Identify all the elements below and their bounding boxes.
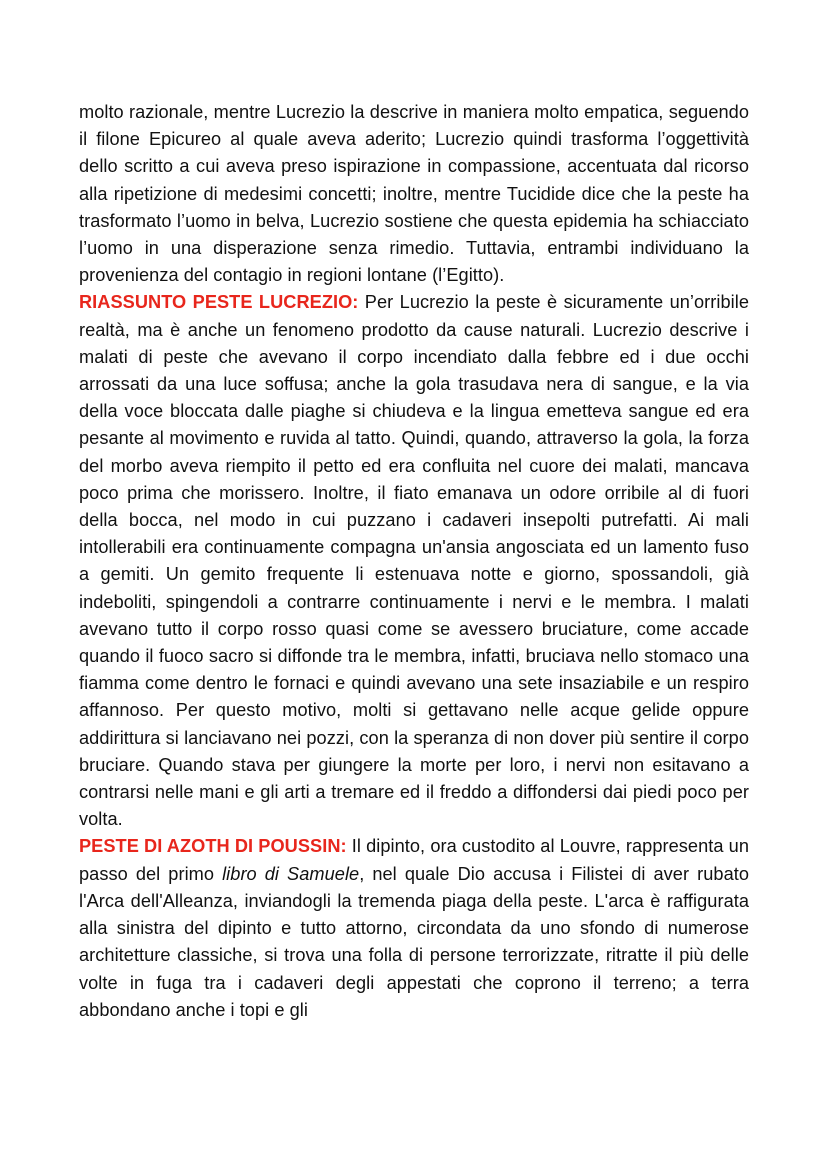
paragraph-text: Per Lucrezio la peste è sicuramente un’orribile realtà, ma è anche un fenomeno prodotto da cause naturali. Lucrezio descrive i malati di peste che avevano il corpo incendiato dalla febbre ed i due occhi arrossati da una luce soffusa; anche la gola trasudava nera di sangue, e la via della voce bloccata dalle piaghe si chiudeva e la lingua emetteva sangue ed era pesante al movimento e ruvida al tatto. Quindi, quando, attraverso la gola, la forza del morbo aveva riempito il petto ed era confluita nel cuore dei malati, mancava poco prima che morissero. Inoltre, il fiato emanava un odore orribile al di fuori della bocca, nel modo in cui puzzano i cadaveri insepolti putrefatti. Ai mali intollerabili era continuamente compagna un'ansia angosciata ed un lamento fuso a gemiti. Un gemito frequente li estenuava notte e giorno, spossandoli, già indeboliti, spingendoli a contrarre continuamente i nervi e le membra. I malati avevano tutto il corpo rosso quasi come se avessero bruciature, come accade quando il fuoco sacro si diffonde tra le membra, infatti, bruciava nello stomaco una fiamma come dentro le fornaci e quindi avevano una sete insaziabile e un respiro affannoso. Per questo motivo, molti si gettavano nelle acque gelide oppure addirittura si lanciavano nei pozzi, con la speranza di non dover più sentire il corpo bruciare. Quando stava per giungere la morte per loro, i nervi non esitavano a contrarsi nelle mani e gli arti a tremare ed il freddo a diffondersi dai piedi poco per volta. bbox=[79, 292, 749, 830]
paragraph-text-before: Il dipinto, ora custodito al Louvre, rappresenta un passo del primo bbox=[79, 836, 749, 884]
section-heading-riassunto: RIASSUNTO PESTE LUCREZIO: bbox=[79, 292, 359, 313]
paragraph-text: molto razionale, mentre Lucrezio la descrive in maniera molto empatica, seguendo il filone Epicureo al quale aveva aderito; Lucrezio quindi trasforma l’oggettività dello scritto a cui aveva preso ispirazione in compassione, accentuata dal ricorso alla ripetizione di medesimi concetti; inoltre, mentre Tucidide dice che la peste ha trasformato l’uomo in belva, Lucrezio sostiene che questa epidemia ha schiacciato l’uomo in una disperazione senza rimedio. Tuttavia, entrambi individuano la provenienza del contagio in regioni lontane (l’Egitto). bbox=[79, 102, 749, 286]
paragraph-poussin bbox=[79, 833, 749, 1023]
document-page bbox=[79, 99, 749, 1024]
book-title-italic: libro di Samuele bbox=[222, 863, 360, 884]
section-heading-poussin: PESTE DI AZOTH DI POUSSIN: bbox=[79, 836, 347, 857]
paragraph-lucrezio-summary bbox=[79, 289, 749, 833]
paragraph-comparison bbox=[79, 99, 749, 289]
paragraph-text-after: , nel quale Dio accusa i Filistei di aver rubato l'Arca dell'Alleanza, inviandogli la tremenda piaga della peste. L'arca è raffigurata alla sinistra del dipinto e tutto attorno, circondata da uno sfondo di numerose architetture classiche, si trova una folla di persone terrorizzate, ritratte il più delle volte in fuga tra i cadaveri degli appestati che coprono il terreno; a terra abbondano anche i topi e gli bbox=[79, 863, 749, 1020]
